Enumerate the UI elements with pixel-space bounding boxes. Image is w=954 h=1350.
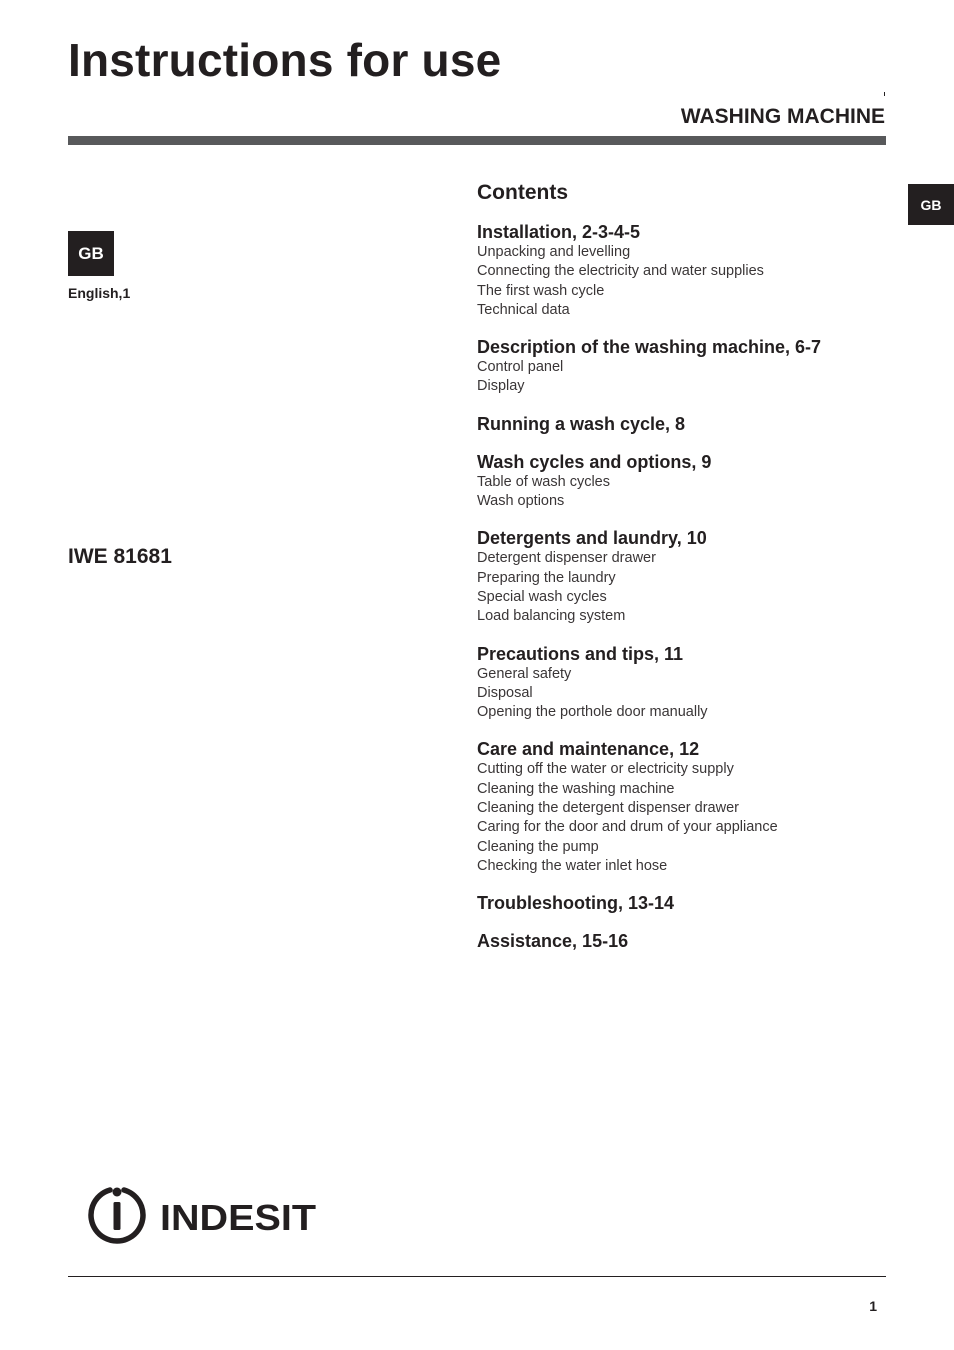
toc-section-item: Table of wash cycles (477, 473, 610, 490)
toc-section-title: Precautions and tips, 11 (477, 643, 684, 664)
toc-section (477, 527, 897, 626)
toc-section-item: Cleaning the washing machine (477, 780, 675, 797)
toc-section (477, 930, 897, 952)
toc-section-title: Running a wash cycle, 8 (477, 413, 686, 434)
brand-wordmark: INDESIT (160, 1197, 317, 1238)
toc-section-item: Caring for the door and drum of your appliance (477, 819, 778, 836)
toc-section-title: Care and maintenance, 12 (477, 739, 700, 760)
toc-section-item: General safety (477, 665, 572, 682)
language-side-tab: GB (908, 184, 954, 225)
toc-section (477, 221, 897, 320)
contents-heading: Contents (477, 181, 568, 204)
model-number: IWE 81681 (68, 545, 172, 568)
toc-section-title: Installation, 2-3-4-5 (477, 222, 641, 242)
crop-tick-mark (884, 92, 885, 96)
language-label: English,1 (68, 285, 131, 301)
toc-section (477, 451, 897, 512)
toc-section-title: Troubleshooting, 13-14 (477, 893, 675, 914)
toc-section-item: Preparing the laundry (477, 569, 616, 586)
toc-section-item: Special wash cycles (477, 588, 607, 605)
toc-section-item: Control panel (477, 359, 564, 376)
toc-section-item: Unpacking and levelling (477, 244, 631, 260)
toc-section-item: Cutting off the water or electricity supply (477, 761, 734, 778)
toc-section-item: Wash options (477, 493, 565, 510)
toc-section-item: Cleaning the detergent dispenser drawer (477, 800, 739, 817)
indesit-i-logo-icon (91, 1188, 143, 1242)
footer-rule (68, 1276, 886, 1277)
toc-section-item: Disposal (477, 684, 533, 701)
toc-section-item: Display (477, 378, 525, 395)
toc-section-item: Cleaning the pump (477, 838, 599, 855)
header-divider-bar (68, 136, 886, 145)
document-subtitle: WASHING MACHINE (680, 105, 885, 128)
toc-section-item: Detergent dispenser drawer (477, 550, 656, 567)
toc-section-title: Detergents and laundry, 10 (477, 528, 707, 549)
toc-section (477, 413, 897, 435)
language-badge: GB (68, 231, 114, 276)
table-of-contents (477, 180, 897, 968)
toc-section-item: Load balancing system (477, 608, 626, 625)
toc-section-item: Connecting the electricity and water supplies (477, 263, 764, 280)
toc-section-item: Technical data (477, 301, 570, 318)
toc-section-title: Wash cycles and options, 9 (477, 451, 712, 472)
toc-section (477, 643, 897, 723)
toc-section-item: Opening the porthole door manually (477, 704, 708, 721)
toc-sections (477, 221, 897, 952)
page-number: 1 (869, 1298, 877, 1314)
toc-section (477, 738, 897, 876)
toc-section-title: Description of the washing machine, 6-7 (477, 337, 822, 358)
toc-section-item: The first wash cycle (477, 282, 605, 299)
indesit-logo (88, 1184, 320, 1246)
toc-section (477, 892, 897, 914)
toc-section-item: Checking the water inlet hose (477, 857, 668, 874)
toc-section (477, 336, 897, 397)
toc-section-title: Assistance, 15-16 (477, 931, 629, 952)
document-title: Instructions for use (68, 34, 502, 86)
